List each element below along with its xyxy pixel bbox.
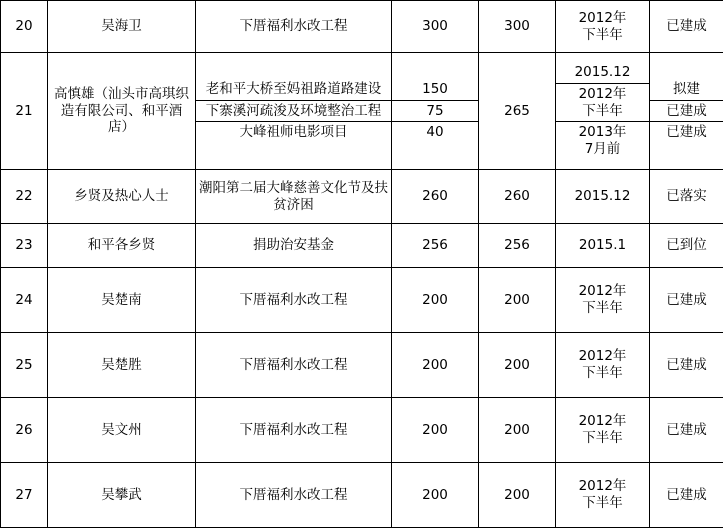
date-line: 2015.12 xyxy=(559,188,646,205)
cell-amount-value: 75 xyxy=(392,100,478,122)
project-subrow xyxy=(196,122,391,143)
cell-project-name: 下寨溪河疏浚及环境整治工程 xyxy=(196,100,391,122)
cell-amount xyxy=(392,53,479,170)
project-subrow xyxy=(196,100,391,122)
date-line: 下半年 xyxy=(559,365,646,382)
date-line: 2012年 xyxy=(559,10,646,27)
cell-total: 300 xyxy=(479,1,556,53)
cell-date xyxy=(556,1,650,53)
cell-index: 22 xyxy=(1,170,48,224)
table-row xyxy=(1,170,723,224)
cell-project: 下厝福利水改工程 xyxy=(196,333,392,398)
status-subrow xyxy=(650,100,723,122)
cell-project: 捐助治安基金 xyxy=(196,224,392,268)
cell-total: 200 xyxy=(479,268,556,333)
cell-project: 下厝福利水改工程 xyxy=(196,268,392,333)
date-line: 下半年 xyxy=(559,430,646,447)
status-subrow xyxy=(650,79,723,100)
cell-amount: 200 xyxy=(392,463,479,528)
cell-index: 24 xyxy=(1,268,48,333)
cell-project: 下厝福利水改工程 xyxy=(196,398,392,463)
cell-index: 20 xyxy=(1,1,48,53)
table-row xyxy=(1,268,723,333)
cell-date-value xyxy=(556,122,649,160)
cell-project: 潮阳第二届大峰慈善文化节及扶贫济困 xyxy=(196,170,392,224)
date-line: 7月前 xyxy=(559,141,646,158)
date-line: 2013年 xyxy=(559,124,646,141)
cell-project-name: 大峰祖师电影项目 xyxy=(196,122,391,143)
cell-status xyxy=(650,53,723,170)
cell-amount-value: 40 xyxy=(392,122,478,143)
table-row xyxy=(1,463,723,528)
date-line: 2015.12 xyxy=(559,64,646,81)
cell-date xyxy=(556,333,650,398)
status-badge: 已建成 xyxy=(650,1,723,53)
date-line: 下半年 xyxy=(559,103,646,120)
date-line: 下半年 xyxy=(559,495,646,512)
table-body xyxy=(1,1,723,528)
cell-date xyxy=(556,268,650,333)
cell-total: 260 xyxy=(479,170,556,224)
status-badge: 已建成 xyxy=(650,100,723,122)
cell-index: 23 xyxy=(1,224,48,268)
cell-amount: 260 xyxy=(392,170,479,224)
status-badge: 已建成 xyxy=(650,333,723,398)
cell-total: 200 xyxy=(479,398,556,463)
cell-donor: 吴文州 xyxy=(48,398,196,463)
date-subrow xyxy=(556,83,649,122)
cell-project-name: 老和平大桥至妈祖路道路建设 xyxy=(196,79,391,100)
status-badge: 已建成 xyxy=(650,463,723,528)
table-row xyxy=(1,53,723,170)
table-row xyxy=(1,398,723,463)
cell-project: 下厝福利水改工程 xyxy=(196,463,392,528)
cell-amount: 256 xyxy=(392,224,479,268)
cell-total: 200 xyxy=(479,333,556,398)
status-badge: 已到位 xyxy=(650,224,723,268)
status-subrow xyxy=(650,122,723,143)
date-line: 下半年 xyxy=(559,300,646,317)
cell-date xyxy=(556,398,650,463)
date-line: 2012年 xyxy=(559,413,646,430)
cell-date-value xyxy=(556,62,649,83)
cell-total: 200 xyxy=(479,463,556,528)
date-line: 2012年 xyxy=(559,348,646,365)
date-line: 2012年 xyxy=(559,283,646,300)
status-subtable xyxy=(650,79,723,144)
amount-subtable xyxy=(392,79,478,144)
amount-subrow xyxy=(392,79,478,100)
table-row xyxy=(1,1,723,53)
cell-date-value xyxy=(556,83,649,122)
cell-amount: 200 xyxy=(392,398,479,463)
cell-date xyxy=(556,463,650,528)
date-subtable xyxy=(556,62,649,160)
project-subrow xyxy=(196,79,391,100)
cell-donor: 吴攀武 xyxy=(48,463,196,528)
amount-subrow xyxy=(392,122,478,143)
cell-index: 27 xyxy=(1,463,48,528)
date-subrow xyxy=(556,62,649,83)
table-row xyxy=(1,333,723,398)
status-badge: 已建成 xyxy=(650,398,723,463)
cell-index: 26 xyxy=(1,398,48,463)
cell-project xyxy=(196,53,392,170)
status-badge: 已建成 xyxy=(650,268,723,333)
status-badge: 拟建 xyxy=(650,79,723,100)
cell-index: 25 xyxy=(1,333,48,398)
cell-total: 265 xyxy=(479,53,556,170)
cell-donor: 乡贤及热心人士 xyxy=(48,170,196,224)
amount-subrow xyxy=(392,100,478,122)
project-subtable xyxy=(196,79,391,144)
status-badge: 已落实 xyxy=(650,170,723,224)
date-line: 2012年 xyxy=(559,478,646,495)
cell-index: 21 xyxy=(1,53,48,170)
table-row xyxy=(1,224,723,268)
date-subrow xyxy=(556,122,649,160)
date-line: 2015.1 xyxy=(559,237,646,254)
date-line: 2012年 xyxy=(559,86,646,103)
cell-donor: 吴楚胜 xyxy=(48,333,196,398)
date-line: 下半年 xyxy=(559,27,646,44)
cell-amount-value: 150 xyxy=(392,79,478,100)
cell-date xyxy=(556,53,650,170)
cell-amount: 200 xyxy=(392,333,479,398)
cell-amount: 200 xyxy=(392,268,479,333)
cell-project: 下厝福利水改工程 xyxy=(196,1,392,53)
cell-donor: 吴海卫 xyxy=(48,1,196,53)
cell-date xyxy=(556,170,650,224)
cell-donor: 和平各乡贤 xyxy=(48,224,196,268)
cell-donor: 高慎雄（汕头市高琪织造有限公司、和平酒店） xyxy=(48,53,196,170)
status-badge: 已建成 xyxy=(650,122,723,143)
cell-date xyxy=(556,224,650,268)
cell-total: 256 xyxy=(479,224,556,268)
cell-donor: 吴楚南 xyxy=(48,268,196,333)
cell-amount: 300 xyxy=(392,1,479,53)
